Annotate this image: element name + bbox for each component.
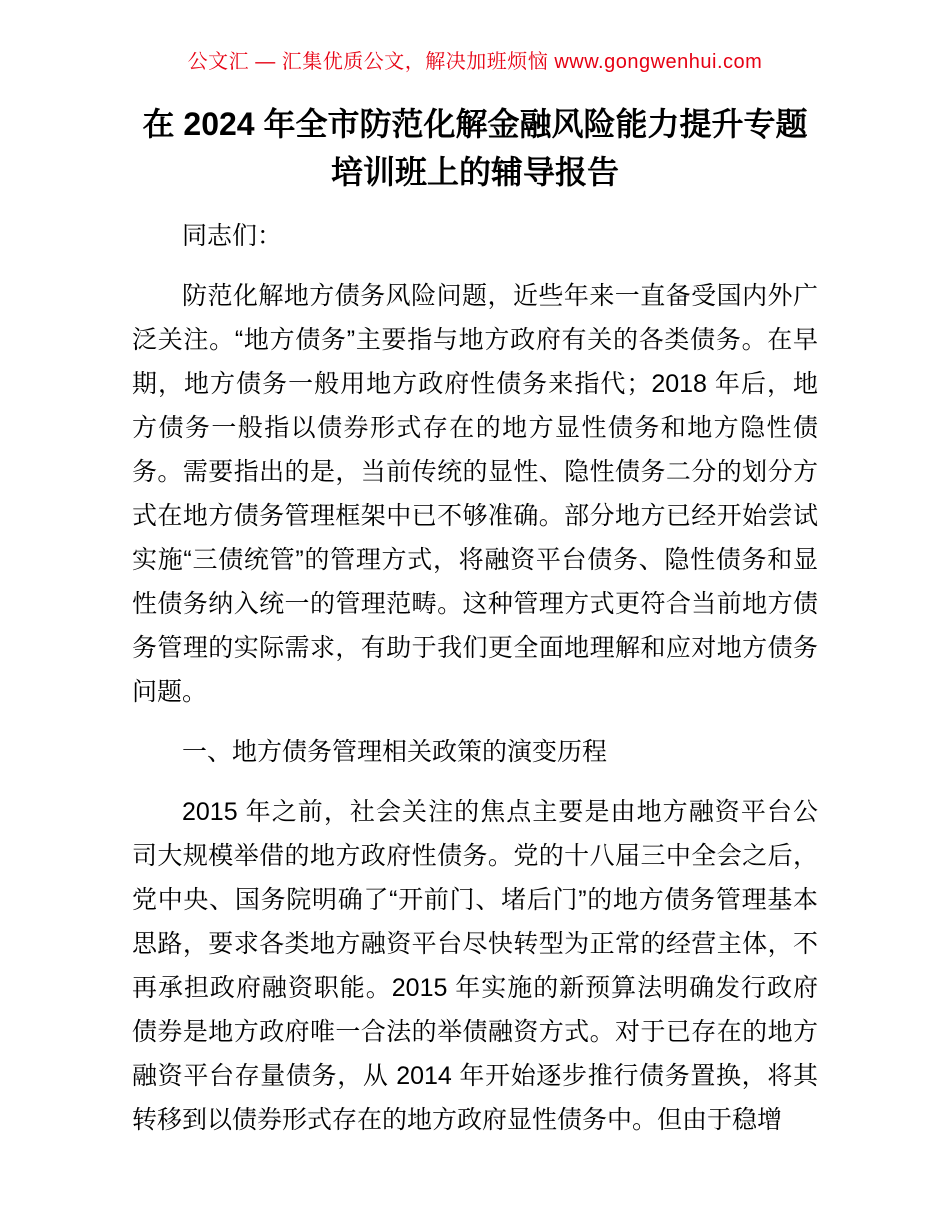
- salutation: 同志们：: [182, 222, 283, 250]
- section-1-heading: 一、地方债务管理相关政策的演变历程: [182, 738, 608, 766]
- document-title-line-1: 在 2024 年全市防范化解金融风险能力提升专题: [142, 106, 808, 142]
- document-title-line-2: 培训班上的辅导报告: [330, 154, 619, 190]
- document-title: [132, 100, 818, 196]
- site-watermark-header: [132, 50, 818, 74]
- intro-paragraph: 防范化解地方债务风险问题，近些年来一直备受国内外广泛关注。“地方债务”主要指与地方政府有关的各类债务。在早期，地方债务一般用地方政府性债务来指代；2018 年后，地方债务一般指以债券形式存在的地方显性债务和地方隐性债务。需要指出的是，当前传统的显性、隐性债务二分的划分方式在地方债务管理框架中已不够准确。部分地方已经开始尝试实施“三债统管”的管理方式，将融资平台债务、隐性债务和显性债务纳入统一的管理范畴。这种管理方式更符合当前地方债务管理的实际需求，有助于我们更全面地理解和应对地方债务问题。: [132, 282, 818, 706]
- watermark-text: 公文汇 — 汇集优质公文，解决加班烦恼 www.gongwenhui.com: [187, 51, 763, 73]
- section-1-paragraph: 2015 年之前，社会关注的焦点主要是由地方融资平台公司大规模举借的地方政府性债务。党的十八届三中全会之后，党中央、国务院明确了“开前门、堵后门”的地方债务管理基本思路，要求各类地方融资平台尽快转型为正常的经营主体，不再承担政府融资职能。2015 年实施的新预算法明确发行政府债券是地方政府唯一合法的举债融资方式。对于已存在的地方融资平台存量债务，从 2014 年开始逐步推行债务置换，将其转移到以债券形式存在的地方政府显性债务中。但由于稳增: [132, 798, 818, 1134]
